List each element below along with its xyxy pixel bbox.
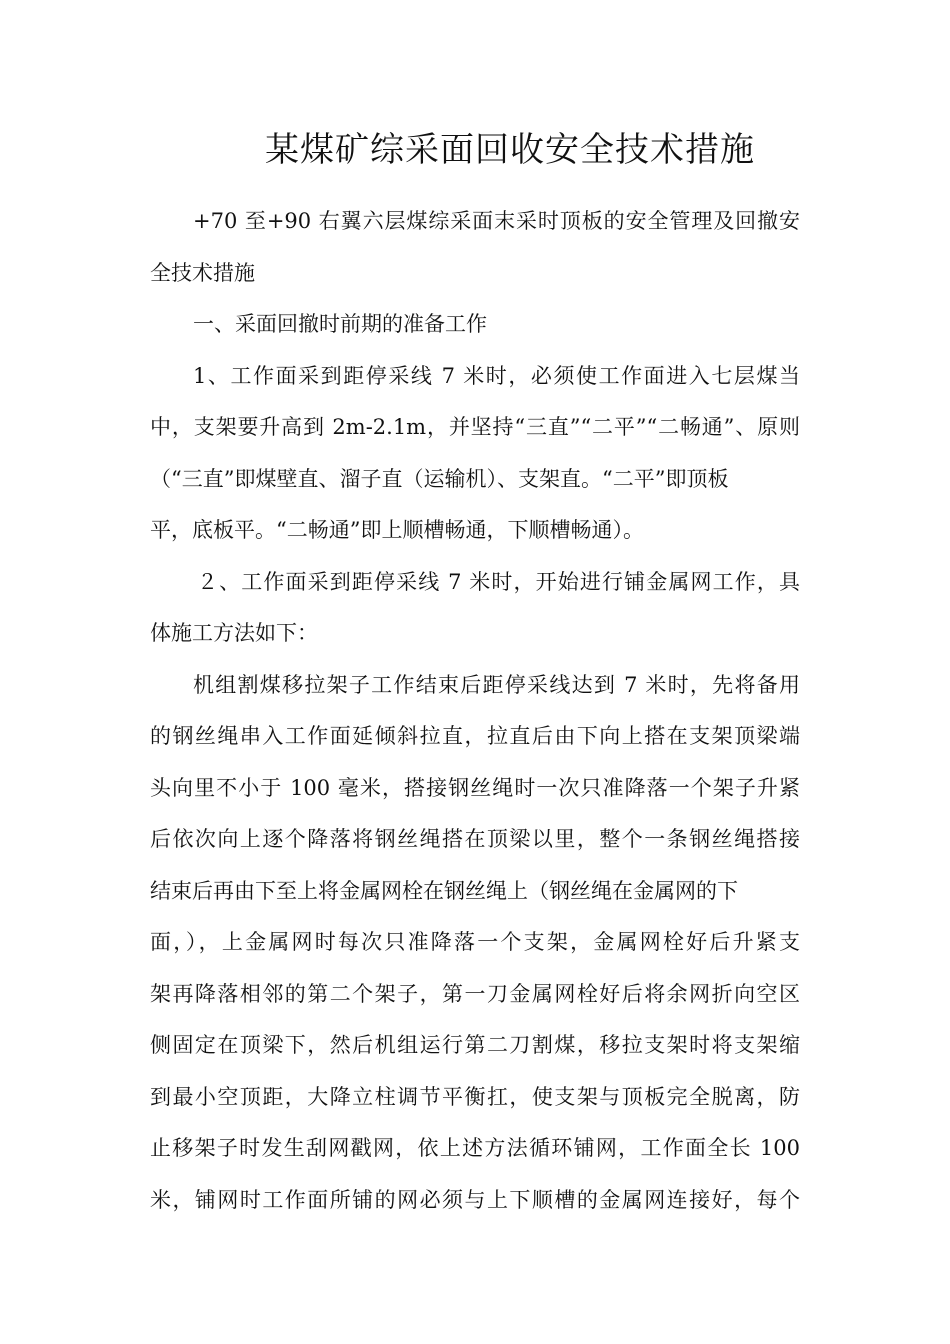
- text-line: 机组割煤移拉架子工作结束后距停采线达到 7 米时，先将备用: [193, 672, 800, 697]
- text-line: 体施工方法如下：: [150, 621, 318, 645]
- document-body: [150, 196, 800, 1226]
- text-line: +70 至+90 右翼六层煤综采面末采时顶板的安全管理及回撤安: [193, 209, 800, 233]
- text-line: 中，支架要升高到 2m-2.1m，并坚持“三直”“二平”“二畅通”、原则: [150, 415, 800, 439]
- text-line: 到最小空顶距，大降立柱调节平衡扛，使支架与顶板完全脱离，防: [150, 1084, 800, 1109]
- text-line: 后依次向上逐个降落将钢丝绳搭在顶梁以里，整个一条钢丝绳搭接: [150, 827, 800, 851]
- section-heading: 一、采面回撤时前期的准备工作: [193, 312, 487, 336]
- text-line: 的钢丝绳串入工作面延倾斜拉直，拉直后由下向上搭在支架顶梁端: [150, 724, 800, 748]
- text-line: 架再降落相邻的第二个架子，第一刀金属网栓好后将余网折向空区: [150, 981, 800, 1006]
- document-title: 某煤矿综采面回收安全技术措施: [265, 130, 755, 170]
- text-line: 结束后再由下至上将金属网栓在钢丝绳上（钢丝绳在金属网的下: [150, 878, 738, 903]
- text-line: 面，），上金属网时每次只准降落一个支架，金属网栓好后升紧支: [150, 930, 800, 954]
- text-line: 平，底板平。“二畅通”即上顺槽畅通，下顺槽畅通）。: [150, 518, 644, 542]
- text-line: 头向里不小于 100 毫米，搭接钢丝绳时一次只准降落一个架子升紧: [150, 775, 800, 800]
- text-line: 1、工作面采到距停采线 7 米时，必须使工作面进入七层煤当: [193, 363, 800, 388]
- text-line: 侧固定在顶梁下，然后机组运行第二刀割煤，移拉支架时将支架缩: [150, 1033, 800, 1057]
- text-line: 全技术措施: [150, 260, 255, 285]
- text-line: ２、工作面采到距停采线 7 米时，开始进行铺金属网工作，具: [197, 569, 800, 594]
- text-line: （“三直”即煤壁直、溜子直（运输机）、支架直。“二平”即顶板: [150, 466, 729, 491]
- text-line: 止移架子时发生刮网戳网，依上述方法循环铺网，工作面全长 100: [150, 1136, 800, 1160]
- text-line: 米，铺网时工作面所铺的网必须与上下顺槽的金属网连接好，每个: [150, 1187, 800, 1212]
